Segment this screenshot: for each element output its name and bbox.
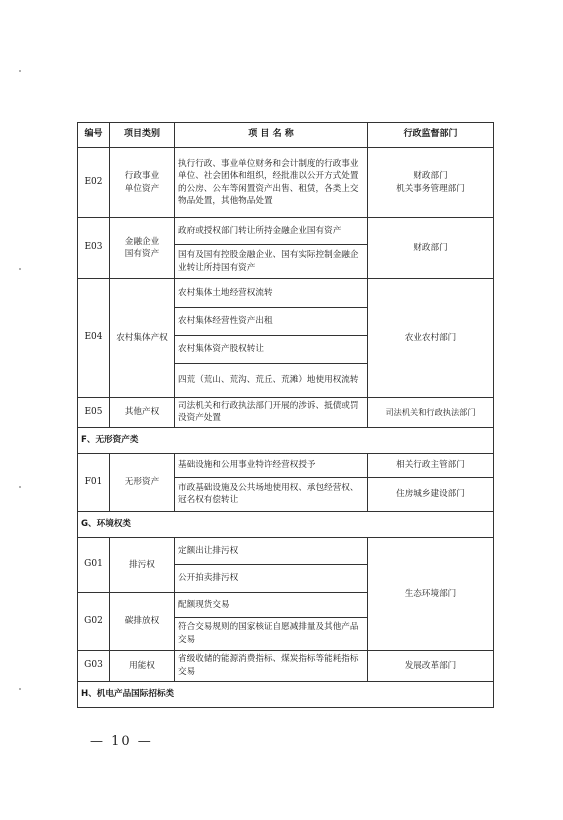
row-item: 农村集体资产股权转让 [175,336,368,364]
row-item: 公开拍卖排污权 [175,564,368,592]
table-row [78,453,494,477]
row-category: 农村集体产权 [110,279,175,398]
category-row [78,511,494,537]
row-code: G03 [78,650,110,681]
table-header-row [78,123,494,148]
header-code: 编号 [78,123,110,148]
row-item: 农村集体土地经营权流转 [175,279,368,308]
row-dept: 相关行政主管部门 [368,453,494,477]
table-row [78,218,494,245]
row-category: 用能权 [110,650,175,681]
project-table [77,122,494,708]
category-row [78,681,494,707]
row-dept: 财政部门 [368,218,494,279]
scan-speck [19,268,21,270]
row-category: 无形资产 [110,453,175,511]
row-item: 司法机关和行政执法部门开展的涉诉、抵债或罚没资产处置 [175,398,368,428]
header-category: 项目类别 [110,123,175,148]
row-item: 四荒（荒山、荒沟、荒丘、荒滩）地使用权流转 [175,364,368,398]
table-row [78,148,494,218]
header-dept: 行政监督部门 [368,123,494,148]
row-category: 行政事业 单位资产 [110,148,175,218]
table-row [78,398,494,428]
scan-speck [19,688,21,690]
category-label: H、机电产品国际招标类 [78,681,494,707]
row-item: 市政基础设施及公共场地使用权、承包经营权、冠名权有偿转让 [175,477,368,511]
row-item: 配额现货交易 [175,592,368,617]
table-row [78,650,494,681]
row-category: 其他产权 [110,398,175,428]
row-dept: 生态环境部门 [368,537,494,650]
row-item: 国有及国有控股金融企业、国有实际控制金融企业转让所持国有资产 [175,245,368,279]
row-item: 农村集体经营性资产出租 [175,308,368,336]
row-code: G01 [78,537,110,592]
category-label: F、无形资产类 [78,427,494,453]
row-item: 执行行政、事业单位财务和会计制度的行政事业单位、社会团体和组织，经批准以公开方式处置的公房、公车等闲置资产出售、租赁，各类上交物品处置，其他物品处置 [175,148,368,218]
row-item: 政府或授权部门转让所持金融企业国有资产 [175,218,368,245]
row-item: 符合交易规则的国家核证自愿减排量及其他产品交易 [175,617,368,650]
table-row [78,279,494,308]
row-item: 定额出让排污权 [175,537,368,564]
row-code: G02 [78,592,110,650]
row-dept: 财政部门 机关事务管理部门 [368,148,494,218]
page-number: — 10 — [90,734,153,749]
row-item: 省级收储的能源消费指标、煤炭指标等能耗指标交易 [175,650,368,681]
row-dept: 司法机关和行政执法部门 [368,398,494,428]
header-name: 项 目 名 称 [175,123,368,148]
row-code: E03 [78,218,110,279]
category-label: G、环境权类 [78,511,494,537]
scan-speck [19,486,21,488]
row-category: 碳排放权 [110,592,175,650]
row-code: E02 [78,148,110,218]
row-item: 基础设施和公用事业特许经营权授予 [175,453,368,477]
scan-speck [19,70,21,72]
row-code: F01 [78,453,110,511]
row-category: 排污权 [110,537,175,592]
row-dept: 住房城乡建设部门 [368,477,494,511]
row-code: E05 [78,398,110,428]
row-category: 金融企业 国有资产 [110,218,175,279]
row-code: E04 [78,279,110,398]
row-dept: 农业农村部门 [368,279,494,398]
table-row [78,537,494,564]
category-row [78,427,494,453]
row-dept: 发展改革部门 [368,650,494,681]
